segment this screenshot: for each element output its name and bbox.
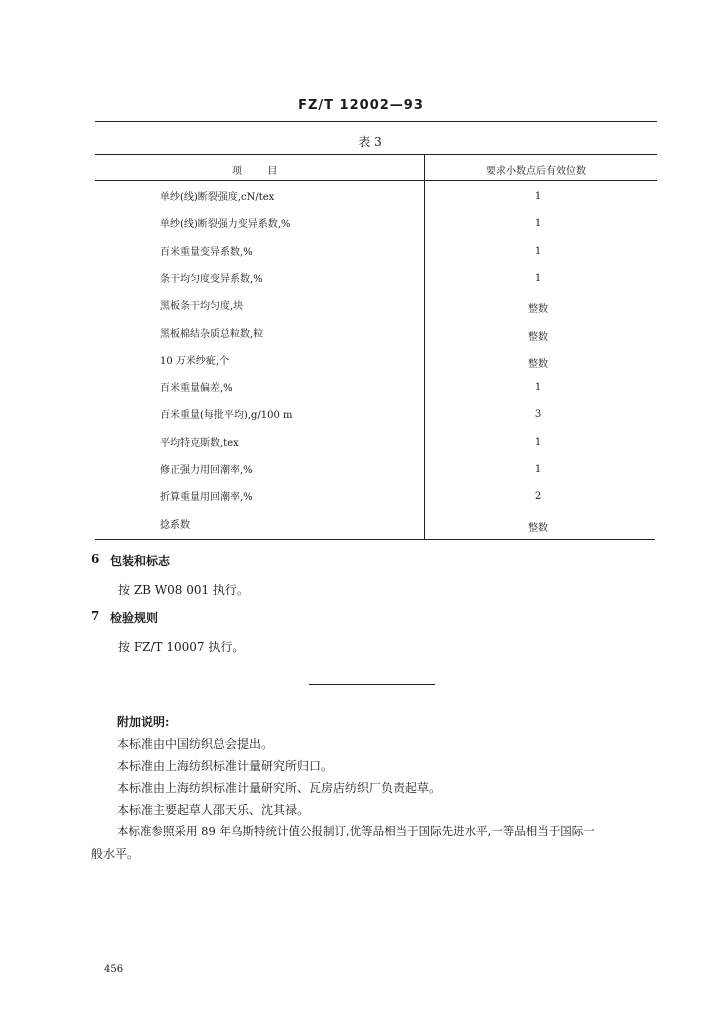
note-line: 本标准由上海纺织标准计量研究所归口。	[117, 759, 334, 773]
table-row-decimals: 1	[534, 218, 542, 229]
table-row-item: 黑板条干均匀度,块	[160, 301, 244, 312]
table-row-item: 单纱(线)断裂强度,cN/tex	[160, 192, 275, 203]
table-row-item: 捻系数	[160, 520, 190, 531]
table-top-rule	[95, 154, 657, 155]
note-line: 本标准由上海纺织标准计量研究所、瓦房店纺织厂负责起草。	[117, 781, 442, 795]
table-row-item: 百米重量(每批平均),g/100 m	[160, 410, 293, 421]
table-header-rule	[95, 180, 657, 181]
table-row-decimals: 1	[534, 246, 542, 257]
table-row-decimals: 整数	[528, 304, 548, 315]
table-row-decimals: 整数	[528, 359, 548, 370]
table-row-item: 10 万米纱疵,个	[160, 356, 230, 367]
table-row-item: 单纱(线)断裂强力变异系数,%	[160, 219, 291, 230]
table-row-item: 折算重量用回潮率,%	[160, 492, 253, 503]
section-6-number: 6	[91, 552, 100, 566]
table-row-decimals: 整数	[528, 523, 548, 534]
section-6-title: 包装和标志	[110, 554, 171, 568]
table-bottom-rule	[95, 539, 655, 540]
note-line: 本标准主要起草人邵天乐、沈其禄。	[117, 803, 310, 817]
table-row-decimals: 2	[534, 491, 542, 502]
table-row-decimals: 整数	[528, 332, 548, 343]
table-row-decimals: 1	[534, 464, 542, 475]
section-7-text: 按 FZ/T 10007 执行。	[118, 640, 245, 654]
table-column-divider	[424, 154, 425, 540]
note-line: 本标准参照采用 89 年乌斯特统计值公报制订,优等品相当于国际先进水平,一等品相当于国际一	[117, 824, 595, 838]
table-row-item: 平均特克斯数,tex	[160, 438, 239, 449]
table-row-item: 黑板棉结杂质总粒数,粒	[160, 329, 264, 340]
page-number: 456	[104, 964, 124, 975]
note-line: 本标准由中国纺织总会提出。	[117, 737, 274, 751]
table-row-decimals: 1	[534, 437, 542, 448]
end-divider	[309, 684, 435, 685]
note-continuation: 般水平。	[91, 847, 140, 861]
section-7-title: 检验规则	[110, 611, 159, 625]
table-row-decimals: 1	[534, 382, 542, 393]
table-row-item: 百米重量变异系数,%	[160, 247, 253, 258]
table-row-decimals: 1	[534, 273, 542, 284]
section-6-text: 按 ZB W08 001 执行。	[118, 583, 249, 597]
table-row-item: 条干均匀度变异系数,%	[160, 274, 263, 285]
standard-code: FZ/T 12002—93	[298, 98, 424, 113]
column-header-decimals: 要求小数点后有效位数	[486, 166, 586, 177]
table-row-decimals: 3	[534, 409, 542, 420]
table-row-decimals: 1	[534, 191, 542, 202]
table-row-item: 百米重量偏差,%	[160, 383, 233, 394]
column-header-item: 项 目	[232, 166, 278, 177]
header-rule	[95, 121, 657, 122]
notes-title: 附加说明:	[117, 715, 170, 729]
section-7-number: 7	[91, 609, 100, 623]
table-row-item: 修正强力用回潮率,%	[160, 465, 253, 476]
table-title: 表 3	[358, 135, 382, 149]
